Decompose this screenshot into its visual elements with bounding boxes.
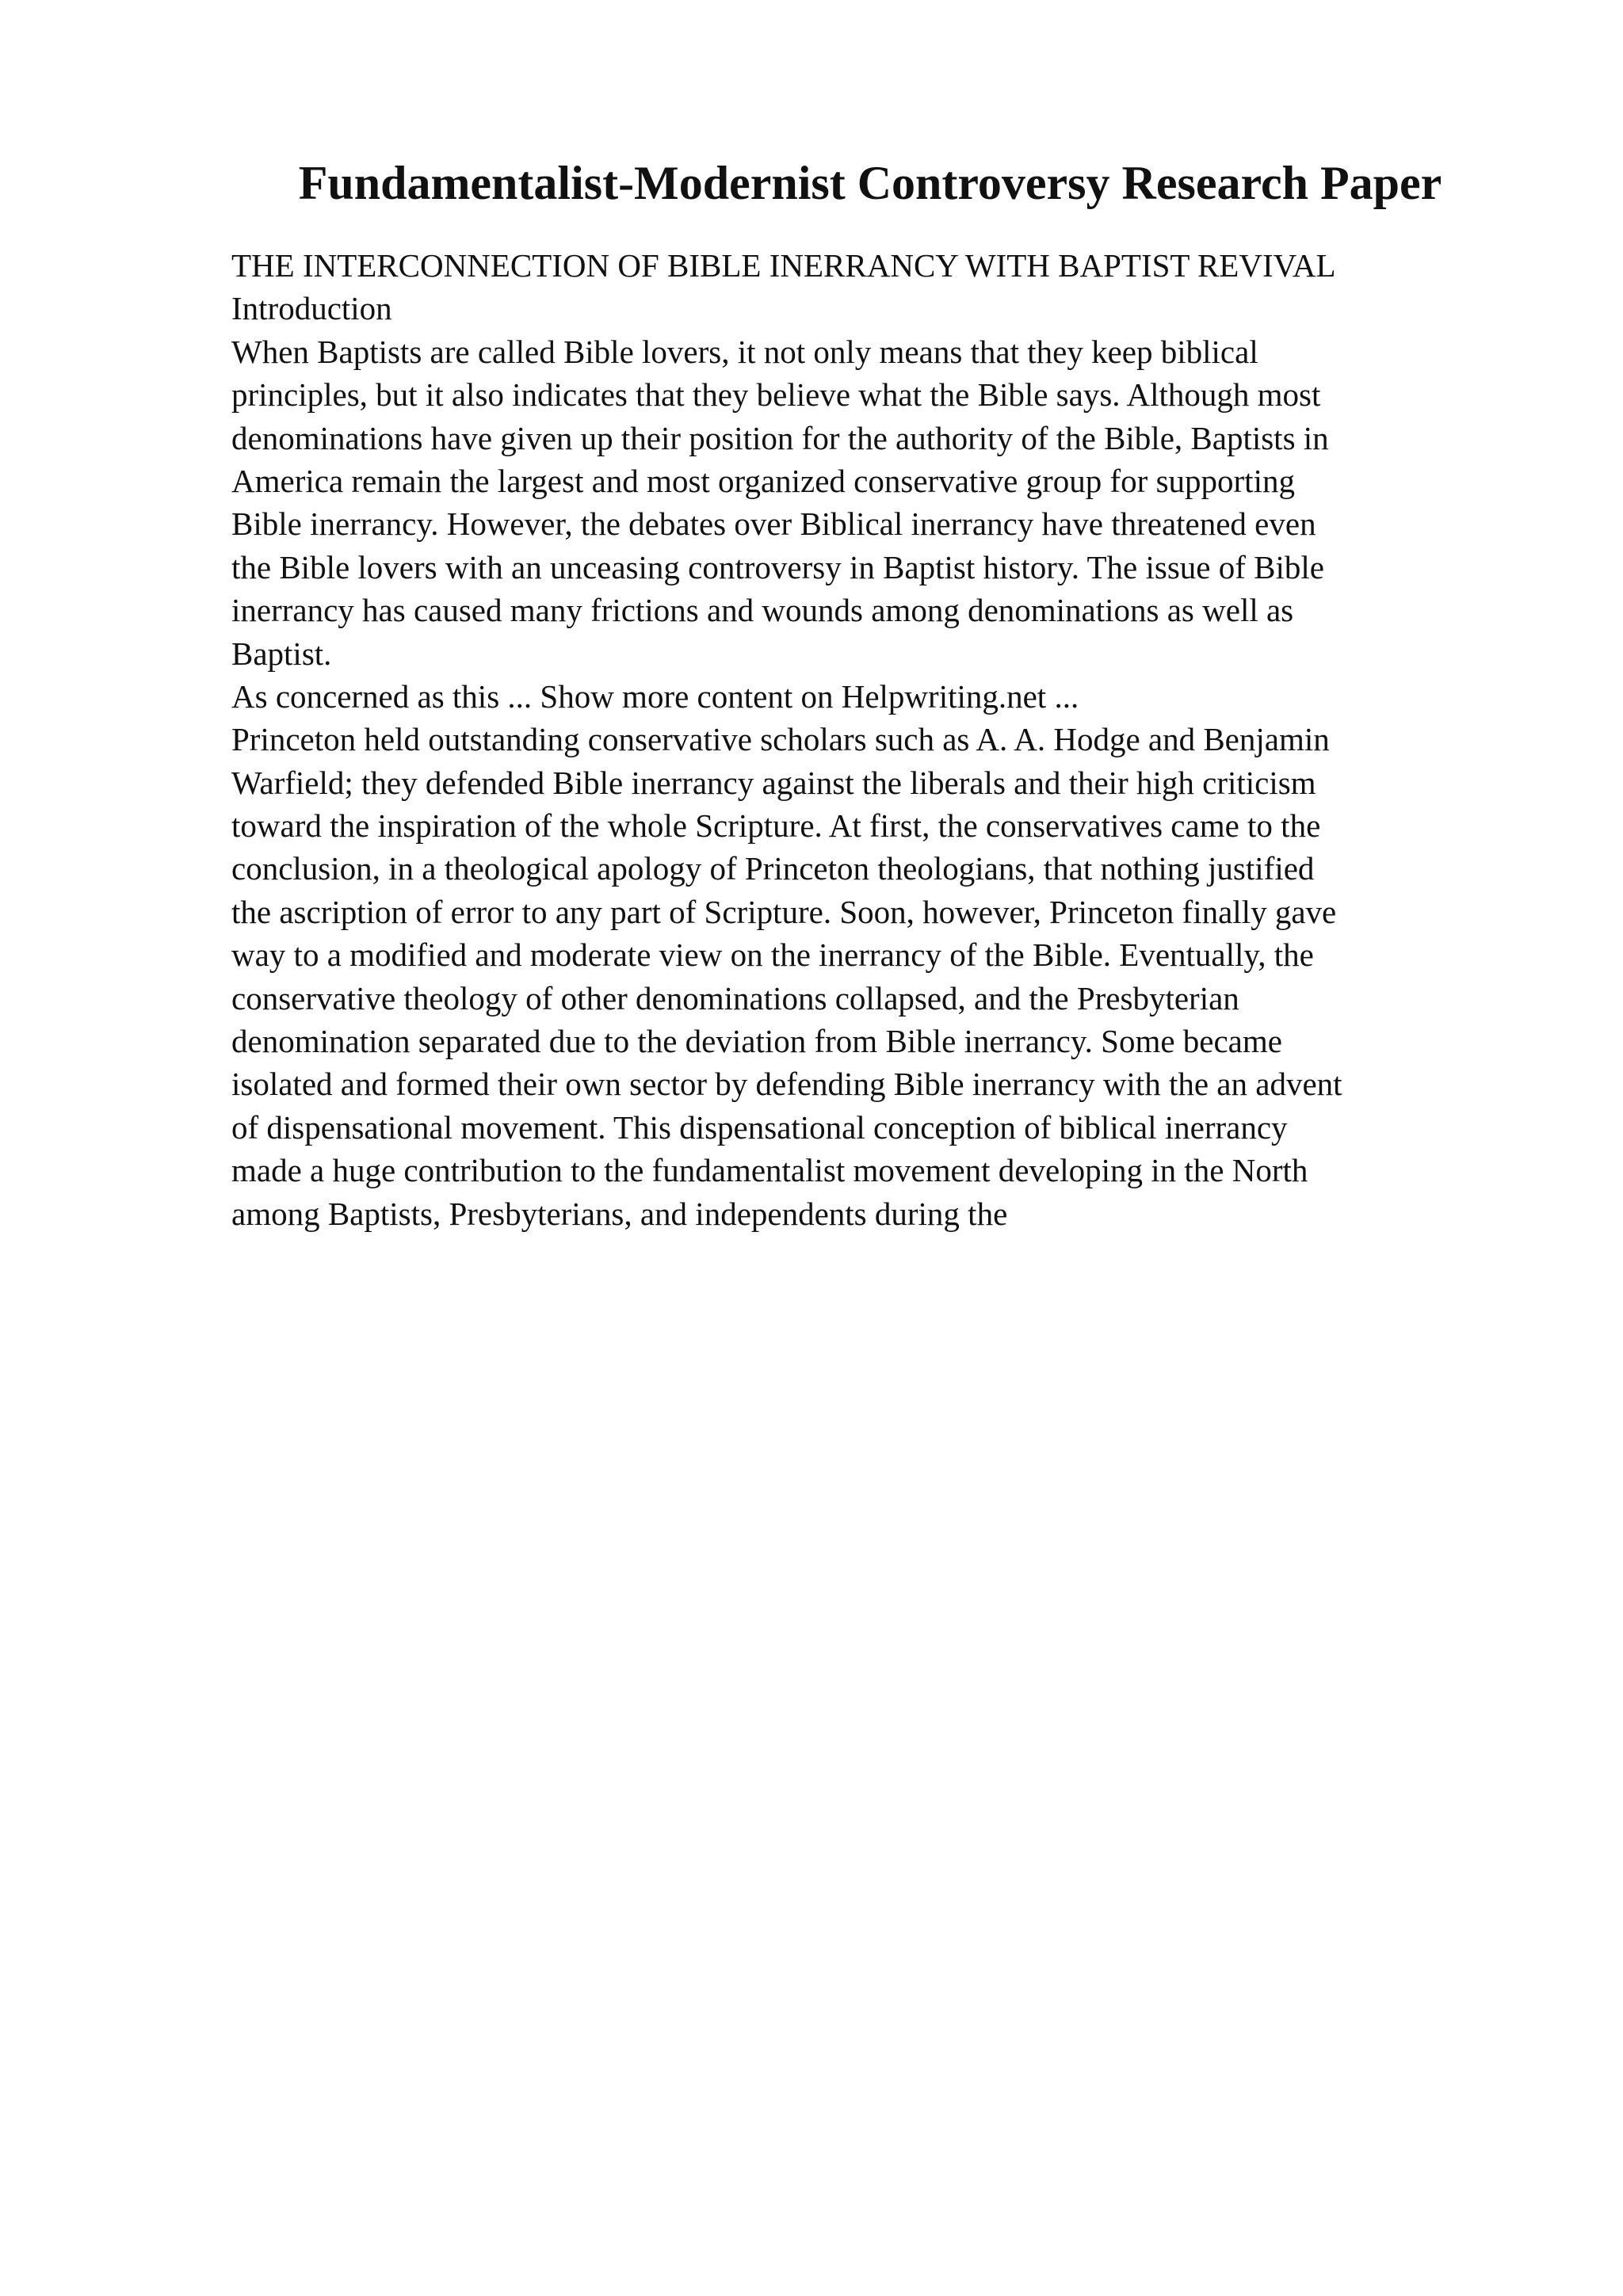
subheading-introduction: Introduction xyxy=(231,290,392,327)
section-heading: THE INTERCONNECTION OF BIBLE INERRANCY WITH BAPTIST REVIVAL xyxy=(231,247,1336,284)
paragraph-line: principles, but it also indicates that they believe what the Bible says. Although most xyxy=(231,376,1321,414)
paragraph-line: way to a modified and moderate view on the inerrancy of the Bible. Eventually, the xyxy=(231,936,1314,974)
paragraph-line: denominations have given up their position for the authority of the Bible, Baptists in xyxy=(231,419,1329,456)
paragraph-line: conservative theology of other denominations collapsed, and the Presbyterian xyxy=(231,979,1239,1016)
paragraph-line: When Baptists are called Bible lovers, it not only means that they keep biblical xyxy=(231,333,1258,370)
paragraph-line: Baptist. xyxy=(231,635,332,672)
document-title: Fundamentalist-Modernist Controversy Research Paper xyxy=(298,157,1442,209)
paragraph-line: the ascription of error to any part of Scripture. Soon, however, Princeton finally gave xyxy=(231,893,1337,930)
paragraph-line: among Baptists, Presbyterians, and independents during the xyxy=(231,1195,1008,1232)
show-more-line: As concerned as this ... Show more content on Helpwriting.net ... xyxy=(231,677,1079,715)
document-body xyxy=(231,244,1594,1235)
paragraph-line: toward the inspiration of the whole Scripture. At first, the conservatives came to the xyxy=(231,807,1321,845)
paragraph-line: the Bible lovers with an unceasing controversy in Baptist history. The issue of Bible xyxy=(231,548,1324,585)
paragraph-line: made a huge contribution to the fundamentalist movement developing in the North xyxy=(231,1152,1308,1189)
paragraph-line: Princeton held outstanding conservative scholars such as A. A. Hodge and Benjamin xyxy=(231,721,1330,758)
paragraph-line: Warfield; they defended Bible inerrancy against the liberals and their high criticism xyxy=(231,764,1316,801)
paragraph-line: America remain the largest and most organized conservative group for supporting xyxy=(231,462,1295,499)
paragraph-line: conclusion, in a theological apology of Princeton theologians, that nothing justified xyxy=(231,850,1315,887)
paragraph-line: inerrancy has caused many frictions and wounds among denominations as well as xyxy=(231,592,1294,629)
paragraph-line: isolated and formed their own sector by defending Bible inerrancy with the an advent xyxy=(231,1066,1342,1103)
paragraph-line: denomination separated due to the deviation from Bible inerrancy. Some became xyxy=(231,1023,1282,1060)
paragraph-line: Bible inerrancy. However, the debates over Biblical inerrancy have threatened even xyxy=(231,505,1316,543)
paragraph-line: of dispensational movement. This dispensational conception of biblical inerrancy xyxy=(231,1108,1288,1146)
